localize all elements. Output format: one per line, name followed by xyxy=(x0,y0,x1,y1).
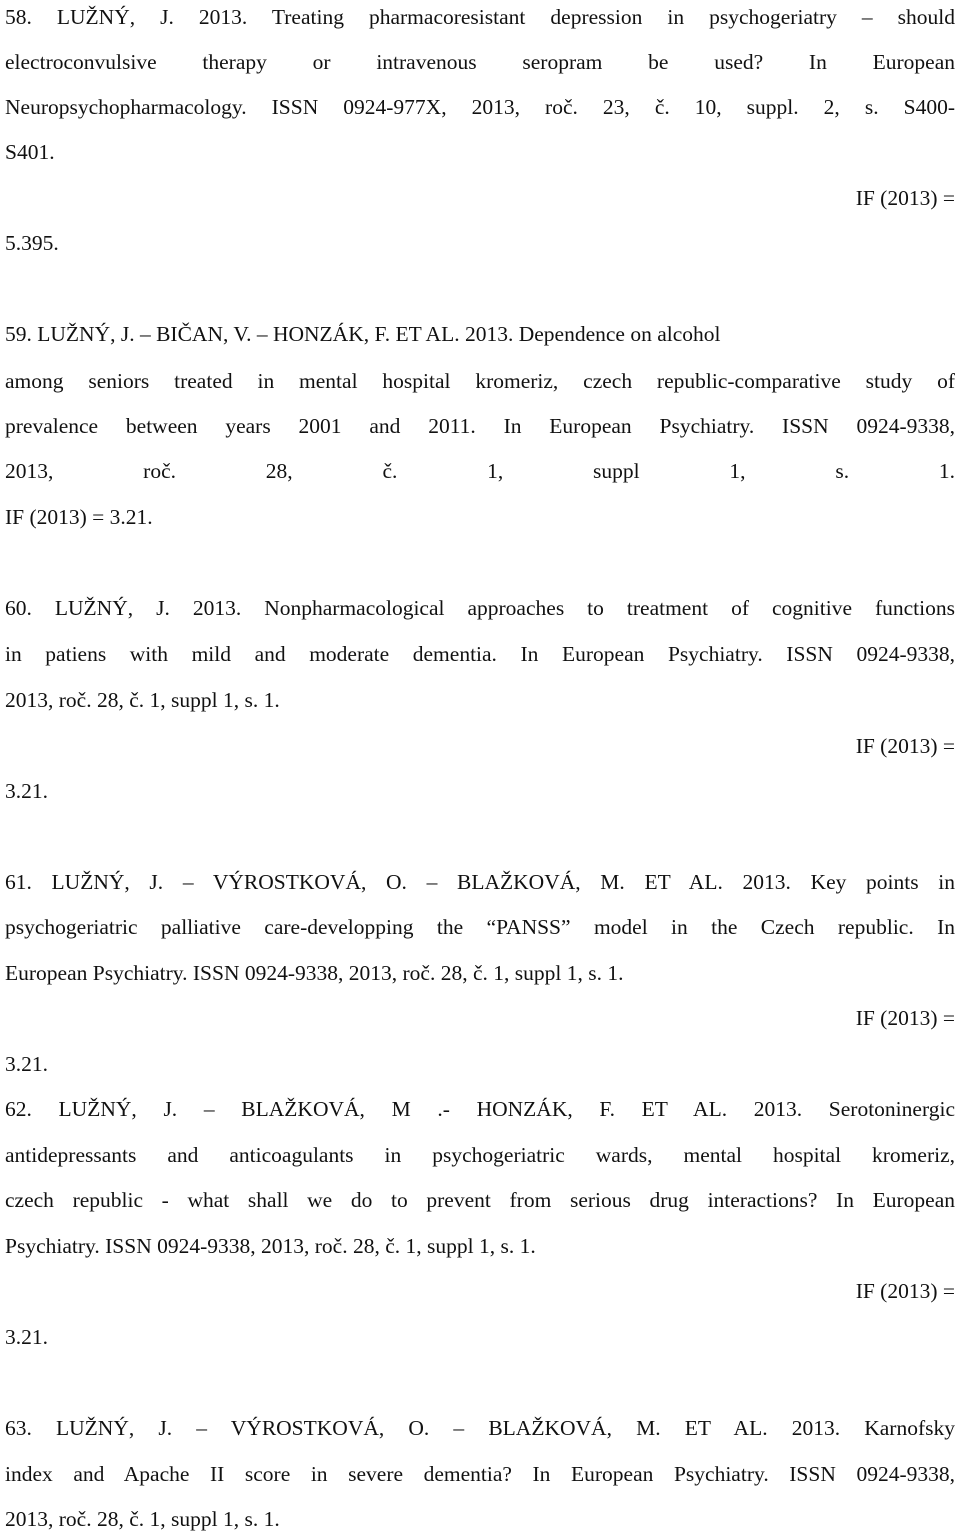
entry-59-line-5: IF (2013) = 3.21. xyxy=(5,505,153,529)
entry-62-line-1: 62. LUŽNÝ, J. – BLAŽKOVÁ, M .- HONZÁK, F. ET AL. 2013. Serotoninergic xyxy=(5,1097,955,1121)
entry-62-line-4: Psychiatry. ISSN 0924-9338, 2013, roč. 28, č. 1, suppl 1, s. 1. xyxy=(5,1234,536,1258)
entry-61-line-3: European Psychiatry. ISSN 0924-9338, 2013, roč. 28, č. 1, suppl 1, s. 1. xyxy=(5,961,624,985)
entry-61-line-1: 61. LUŽNÝ, J. – VÝROSTKOVÁ, O. – BLAŽKOVÁ, M. ET AL. 2013. Key points in xyxy=(5,870,955,894)
entry-58-line-2: electroconvulsive therapy or intravenous seropram be used? In European xyxy=(5,50,955,74)
entry-62-if-value: 3.21. xyxy=(5,1325,48,1349)
entry-58-line-4: S401. xyxy=(5,140,55,164)
entry-58-line-3: Neuropsychopharmacology. ISSN 0924-977X, 2013, roč. 23, č. 10, suppl. 2, s. S400- xyxy=(5,95,955,119)
entry-60-line-2: in patiens with mild and moderate dementia. In European Psychiatry. ISSN 0924-9338, xyxy=(5,642,955,666)
entry-63-line-1: 63. LUŽNÝ, J. – VÝROSTKOVÁ, O. – BLAŽKOVÁ, M. ET AL. 2013. Karnofsky xyxy=(5,1416,955,1440)
entry-62-line-2: antidepressants and anticoagulants in psychogeriatric wards, mental hospital kromeriz, xyxy=(5,1143,955,1167)
entry-59-line-3: prevalence between years 2001 and 2011. In European Psychiatry. ISSN 0924-9338, xyxy=(5,414,955,438)
entry-59-line-1: 59. LUŽNÝ, J. – BIČAN, V. – HONZÁK, F. ET AL. 2013. Dependence on alcohol xyxy=(5,322,721,346)
entry-61-line-2: psychogeriatric palliative care-developping the “PANSS” model in the Czech republic. In xyxy=(5,915,955,939)
entry-62-line-3: czech republic - what shall we do to prevent from serious drug interactions? In European xyxy=(5,1188,955,1212)
entry-58-line-1: 58. LUŽNÝ, J. 2013. Treating pharmacoresistant depression in psychogeriatry – should xyxy=(5,5,955,29)
entry-58-if-label: IF (2013) = xyxy=(855,186,955,210)
entry-60-line-1: 60. LUŽNÝ, J. 2013. Nonpharmacological approaches to treatment of cognitive functions xyxy=(5,596,955,620)
entry-63-line-2: index and Apache II score in severe dementia? In European Psychiatry. ISSN 0924-9338, xyxy=(5,1462,955,1486)
entry-63-line-3: 2013, roč. 28, č. 1, suppl 1, s. 1. xyxy=(5,1507,280,1531)
entry-62-if-label: IF (2013) = xyxy=(855,1279,955,1303)
entry-59-line-2: among seniors treated in mental hospital kromeriz, czech republic-comparative study of xyxy=(5,369,955,393)
entry-61-if-label: IF (2013) = xyxy=(855,1006,955,1030)
entry-60-line-3: 2013, roč. 28, č. 1, suppl 1, s. 1. xyxy=(5,688,280,712)
entry-61-if-value: 3.21. xyxy=(5,1052,48,1076)
entry-59-line-4: 2013, roč. 28, č. 1, suppl 1, s. 1. xyxy=(5,459,955,483)
entry-60-if-value: 3.21. xyxy=(5,779,48,803)
entry-60-if-label: IF (2013) = xyxy=(855,734,955,758)
entry-58-if-value: 5.395. xyxy=(5,231,59,255)
